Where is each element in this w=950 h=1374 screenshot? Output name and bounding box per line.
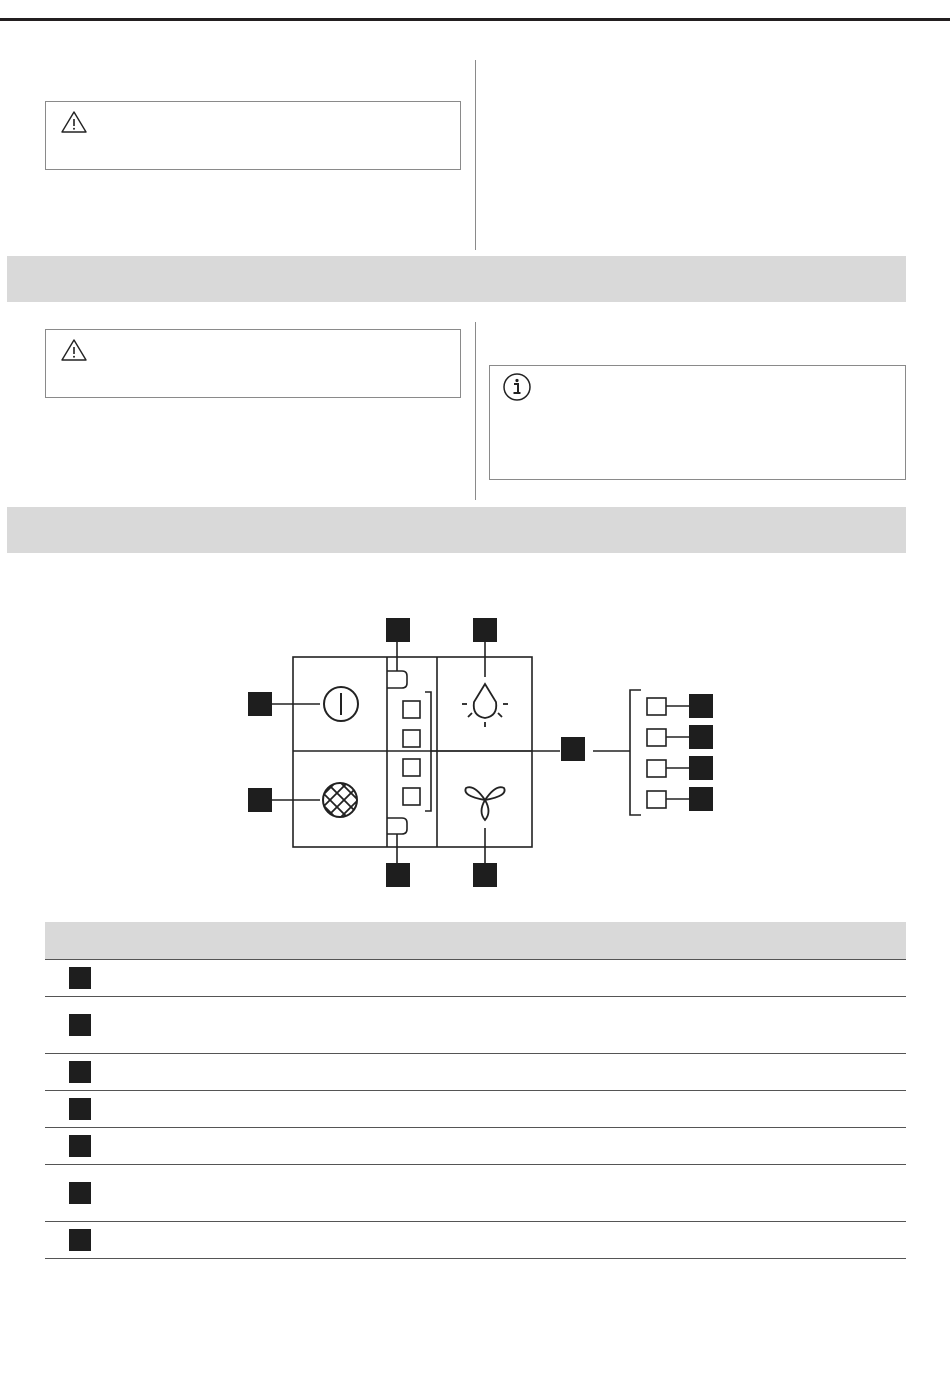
table-row <box>45 997 906 1054</box>
table-row <box>45 1222 906 1259</box>
key-table <box>45 922 906 1259</box>
callout-marker-bottom-2 <box>473 863 497 887</box>
row-marker <box>69 967 91 989</box>
warning-box-2 <box>45 329 461 398</box>
column-divider-1 <box>475 60 476 250</box>
row-marker <box>69 1135 91 1157</box>
header-cell-description <box>115 922 906 960</box>
fan-icon <box>465 787 504 820</box>
table-row <box>45 1054 906 1091</box>
row-marker <box>69 1061 91 1083</box>
key-table-header <box>45 922 906 960</box>
section-header-band-1 <box>7 256 906 302</box>
callout-marker-top-2 <box>473 618 497 642</box>
info-circle-icon <box>502 372 532 407</box>
warning-triangle-icon <box>60 110 88 139</box>
callout-marker-left-1 <box>248 692 272 716</box>
callout-marker-right-main <box>561 737 585 761</box>
warning-triangle-icon <box>60 338 88 367</box>
table-row <box>45 1165 906 1222</box>
panel-outline <box>293 657 532 847</box>
info-box <box>489 365 906 480</box>
row-marker <box>69 1229 91 1251</box>
callout-marker-right-3 <box>689 756 713 780</box>
callout-marker-right-1 <box>689 694 713 718</box>
table-row <box>45 960 906 997</box>
power-icon <box>324 687 358 721</box>
section-header-band-2 <box>7 507 906 553</box>
top-rule <box>0 18 950 21</box>
header-cell-number <box>45 922 115 960</box>
row-marker <box>69 1098 91 1120</box>
callout-marker-top-1 <box>386 618 410 642</box>
callout-marker-bottom-1 <box>386 863 410 887</box>
callout-marker-right-4 <box>689 787 713 811</box>
top-tab-button <box>387 671 407 688</box>
column-divider-2 <box>475 322 476 500</box>
table-row <box>45 1091 906 1128</box>
callout-marker-left-2 <box>248 788 272 812</box>
light-bulb-icon <box>462 684 508 727</box>
control-panel-diagram <box>0 600 950 900</box>
row-marker <box>69 1182 91 1204</box>
warning-box-1 <box>45 101 461 170</box>
callout-marker-right-2 <box>689 725 713 749</box>
row-marker <box>69 1014 91 1036</box>
table-row <box>45 1128 906 1165</box>
bottom-tab-button <box>387 818 407 834</box>
